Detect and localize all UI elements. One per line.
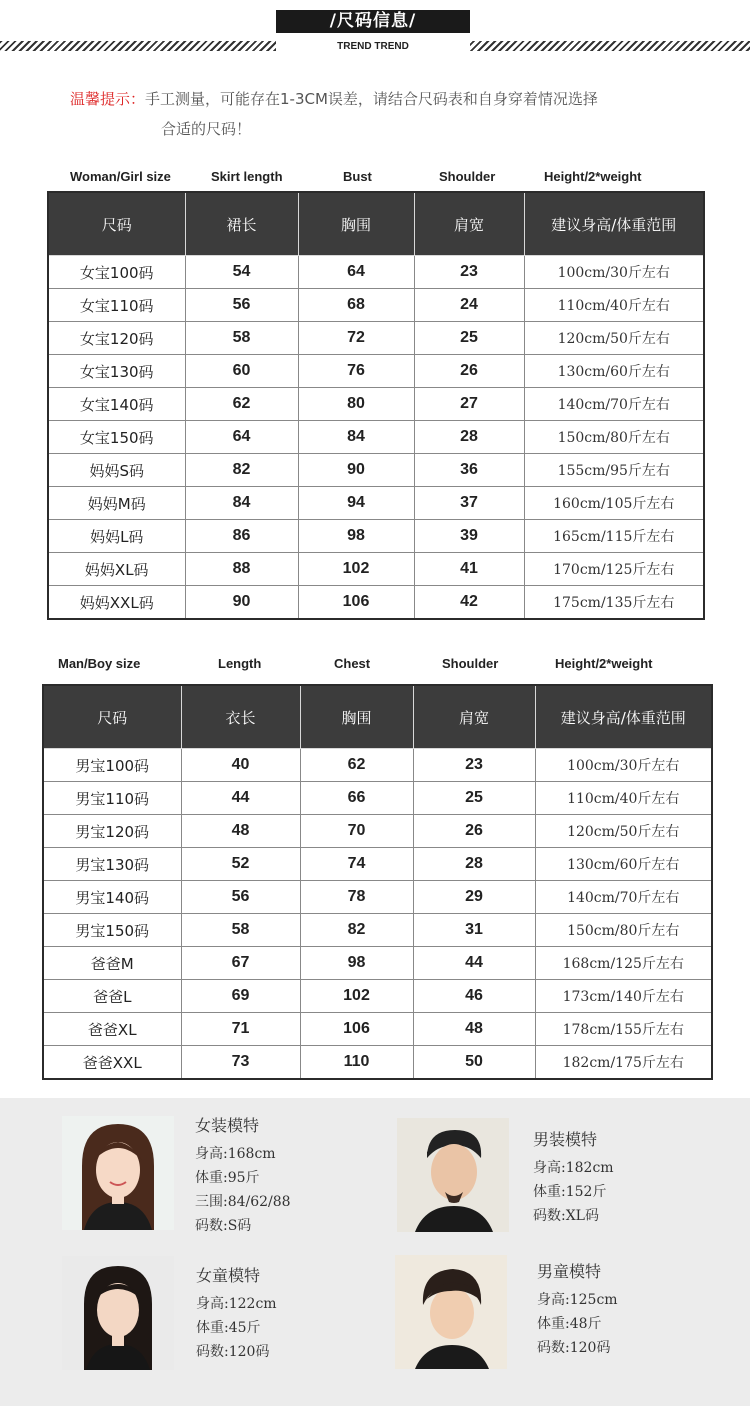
cell-chest: 102 — [300, 980, 413, 1013]
cell-height-weight: 165cm/115斤左右 — [524, 520, 704, 553]
cell-shoulder: 25 — [414, 322, 524, 355]
cell-chest: 62 — [300, 749, 413, 782]
cell-bust: 80 — [298, 388, 414, 421]
cell-length: 52 — [181, 848, 300, 881]
cell-length: 69 — [181, 980, 300, 1013]
men-col-label-length: Length — [218, 656, 262, 671]
cell-skirt-length: 84 — [185, 487, 298, 520]
table-row — [48, 256, 704, 289]
cell-shoulder: 23 — [414, 256, 524, 289]
table-row — [43, 848, 712, 881]
cell-height-weight: 155cm/95斤左右 — [524, 454, 704, 487]
notice — [70, 84, 598, 144]
cell-skirt-length: 58 — [185, 322, 298, 355]
cell-length: 56 — [181, 881, 300, 914]
cell-height-weight: 168cm/125斤左右 — [535, 947, 712, 980]
cell-bust: 68 — [298, 289, 414, 322]
cell-bust: 76 — [298, 355, 414, 388]
cell-bust: 84 — [298, 421, 414, 454]
header-size: 尺码 — [48, 192, 185, 256]
cell-size: 女宝140码 — [48, 388, 185, 421]
cell-height-weight: 150cm/80斤左右 — [535, 914, 712, 947]
cell-shoulder: 46 — [413, 980, 535, 1013]
cell-shoulder: 31 — [413, 914, 535, 947]
table-row — [48, 322, 704, 355]
table-row — [48, 355, 704, 388]
cell-shoulder: 36 — [414, 454, 524, 487]
cell-size: 妈妈XL码 — [48, 553, 185, 586]
men-table-header — [43, 685, 712, 749]
cell-height-weight: 120cm/50斤左右 — [535, 815, 712, 848]
cell-shoulder: 28 — [413, 848, 535, 881]
cell-height-weight: 150cm/80斤左右 — [524, 421, 704, 454]
cell-skirt-length: 90 — [185, 586, 298, 620]
cell-bust: 106 — [298, 586, 414, 620]
women-col-label-length: Skirt length — [211, 169, 283, 184]
table-row — [43, 881, 712, 914]
men-size-table — [42, 684, 713, 1080]
boy-model-size: 码数:120码 — [537, 1340, 611, 1356]
cell-shoulder: 48 — [413, 1013, 535, 1046]
boy-model-weight: 体重:48斤 — [537, 1316, 602, 1332]
table-row — [43, 782, 712, 815]
cell-height-weight: 178cm/155斤左右 — [535, 1013, 712, 1046]
cell-chest: 70 — [300, 815, 413, 848]
girl-model-weight: 体重:45斤 — [196, 1320, 261, 1336]
cell-chest: 78 — [300, 881, 413, 914]
cell-length: 48 — [181, 815, 300, 848]
cell-shoulder: 44 — [413, 947, 535, 980]
cell-shoulder: 37 — [414, 487, 524, 520]
woman-model-weight: 体重:95斤 — [195, 1170, 260, 1186]
table-row — [43, 749, 712, 782]
cell-bust: 64 — [298, 256, 414, 289]
cell-size: 妈妈XXL码 — [48, 586, 185, 620]
cell-height-weight: 173cm/140斤左右 — [535, 980, 712, 1013]
cell-skirt-length: 54 — [185, 256, 298, 289]
table-row — [43, 947, 712, 980]
table-row — [48, 289, 704, 322]
girl-model-info — [196, 1264, 277, 1364]
cell-chest: 106 — [300, 1013, 413, 1046]
women-col-label-size: Woman/Girl size — [70, 169, 171, 184]
cell-size: 女宝150码 — [48, 421, 185, 454]
cell-height-weight: 175cm/135斤左右 — [524, 586, 704, 620]
cell-chest: 66 — [300, 782, 413, 815]
cell-size: 男宝130码 — [43, 848, 181, 881]
man-model-photo — [397, 1118, 509, 1232]
models-section — [0, 1098, 750, 1406]
notice-line2: 合适的尺码！ — [161, 120, 252, 138]
cell-size: 妈妈M码 — [48, 487, 185, 520]
cell-height-weight: 182cm/175斤左右 — [535, 1046, 712, 1080]
table-row — [43, 815, 712, 848]
cell-length: 71 — [181, 1013, 300, 1046]
cell-size: 爸爸XL — [43, 1013, 181, 1046]
cell-height-weight: 130cm/60斤左右 — [535, 848, 712, 881]
table-row — [48, 487, 704, 520]
header-chest: 胸围 — [300, 685, 413, 749]
header-height-weight: 建议身高/体重范围 — [524, 192, 704, 256]
table-row — [43, 980, 712, 1013]
man-model-weight: 体重:152斤 — [533, 1184, 607, 1200]
table-row — [48, 421, 704, 454]
header-shoulder: 肩宽 — [414, 192, 524, 256]
table-row — [43, 1046, 712, 1080]
cell-size: 妈妈S码 — [48, 454, 185, 487]
cell-skirt-length: 82 — [185, 454, 298, 487]
cell-shoulder: 29 — [413, 881, 535, 914]
cell-shoulder: 28 — [414, 421, 524, 454]
man-model-info — [533, 1128, 614, 1228]
men-col-label-chest: Chest — [334, 656, 371, 671]
cell-height-weight: 160cm/105斤左右 — [524, 487, 704, 520]
cell-size: 爸爸L — [43, 980, 181, 1013]
boy-model-photo — [395, 1255, 507, 1369]
cell-chest: 74 — [300, 848, 413, 881]
table-row — [43, 914, 712, 947]
cell-bust: 94 — [298, 487, 414, 520]
cell-skirt-length: 60 — [185, 355, 298, 388]
girl-model-height: 身高:122cm — [196, 1296, 277, 1312]
man-model-title: 男装模特 — [533, 1130, 598, 1149]
cell-size: 男宝120码 — [43, 815, 181, 848]
cell-chest: 110 — [300, 1046, 413, 1080]
men-col-label-shoulder: Shoulder — [442, 656, 499, 671]
women-size-table — [47, 191, 705, 620]
cell-height-weight: 170cm/125斤左右 — [524, 553, 704, 586]
table-row — [48, 454, 704, 487]
woman-model-measure: 三围:84/62/88 — [195, 1194, 291, 1210]
cell-length: 73 — [181, 1046, 300, 1080]
header-bust: 胸围 — [298, 192, 414, 256]
boy-model-info — [537, 1260, 618, 1360]
boy-model-height: 身高:125cm — [537, 1292, 618, 1308]
cell-length: 40 — [181, 749, 300, 782]
cell-shoulder: 24 — [414, 289, 524, 322]
cell-size: 女宝130码 — [48, 355, 185, 388]
cell-size: 爸爸M — [43, 947, 181, 980]
cell-shoulder: 26 — [413, 815, 535, 848]
girl-model-size: 码数:120码 — [196, 1344, 270, 1360]
woman-model-size: 码数:S码 — [195, 1218, 252, 1234]
table-row — [48, 586, 704, 620]
cell-chest: 82 — [300, 914, 413, 947]
cell-height-weight: 140cm/70斤左右 — [535, 881, 712, 914]
cell-skirt-length: 64 — [185, 421, 298, 454]
cell-size: 爸爸XXL — [43, 1046, 181, 1080]
cell-height-weight: 110cm/40斤左右 — [524, 289, 704, 322]
cell-size: 女宝100码 — [48, 256, 185, 289]
woman-model-height: 身高:168cm — [195, 1146, 276, 1162]
cell-height-weight: 140cm/70斤左右 — [524, 388, 704, 421]
man-model-size: 码数:XL码 — [533, 1208, 599, 1224]
cell-height-weight: 120cm/50斤左右 — [524, 322, 704, 355]
cell-shoulder: 23 — [413, 749, 535, 782]
boy-model-title: 男童模特 — [537, 1262, 602, 1281]
cell-skirt-length: 86 — [185, 520, 298, 553]
cell-shoulder: 26 — [414, 355, 524, 388]
header-length: 裙长 — [185, 192, 298, 256]
cell-height-weight: 130cm/60斤左右 — [524, 355, 704, 388]
header-height-weight: 建议身高/体重范围 — [535, 685, 712, 749]
man-model-height: 身高:182cm — [533, 1160, 614, 1176]
cell-bust: 102 — [298, 553, 414, 586]
cell-shoulder: 25 — [413, 782, 535, 815]
notice-label: 温馨提示： — [70, 90, 146, 108]
women-col-label-bust: Bust — [343, 169, 372, 184]
woman-model-photo — [62, 1116, 174, 1230]
cell-bust: 90 — [298, 454, 414, 487]
cell-skirt-length: 62 — [185, 388, 298, 421]
men-col-label-height: Height/2*weight — [555, 656, 653, 671]
cell-height-weight: 110cm/40斤左右 — [535, 782, 712, 815]
cell-skirt-length: 56 — [185, 289, 298, 322]
cell-size: 男宝140码 — [43, 881, 181, 914]
cell-shoulder: 50 — [413, 1046, 535, 1080]
woman-model-info — [195, 1114, 291, 1238]
cell-bust: 72 — [298, 322, 414, 355]
header-shoulder: 肩宽 — [413, 685, 535, 749]
page-subtitle: TREND TREND — [276, 41, 470, 52]
cell-size: 男宝110码 — [43, 782, 181, 815]
cell-shoulder: 39 — [414, 520, 524, 553]
cell-height-weight: 100cm/30斤左右 — [535, 749, 712, 782]
cell-skirt-length: 88 — [185, 553, 298, 586]
cell-size: 男宝100码 — [43, 749, 181, 782]
cell-size: 妈妈L码 — [48, 520, 185, 553]
women-col-label-height: Height/2*weight — [544, 169, 642, 184]
woman-model-title: 女装模特 — [195, 1116, 260, 1135]
cell-length: 67 — [181, 947, 300, 980]
girl-model-photo — [62, 1256, 174, 1370]
cell-bust: 98 — [298, 520, 414, 553]
men-col-label-size: Man/Boy size — [58, 656, 141, 671]
cell-size: 男宝150码 — [43, 914, 181, 947]
girl-model-title: 女童模特 — [196, 1266, 261, 1285]
notice-line1: 手工测量，可能存在1-3CM误差，请结合尺码表和自身穿着情况选择 — [145, 90, 598, 108]
cell-length: 58 — [181, 914, 300, 947]
cell-chest: 98 — [300, 947, 413, 980]
cell-shoulder: 41 — [414, 553, 524, 586]
header-size: 尺码 — [43, 685, 181, 749]
cell-size: 女宝120码 — [48, 322, 185, 355]
cell-height-weight: 100cm/30斤左右 — [524, 256, 704, 289]
cell-shoulder: 42 — [414, 586, 524, 620]
table-row — [48, 388, 704, 421]
header-length: 衣长 — [181, 685, 300, 749]
women-table-header — [48, 192, 704, 256]
table-row — [43, 1013, 712, 1046]
table-row — [48, 553, 704, 586]
cell-length: 44 — [181, 782, 300, 815]
cell-size: 女宝110码 — [48, 289, 185, 322]
cell-shoulder: 27 — [414, 388, 524, 421]
table-row — [48, 520, 704, 553]
page-title: /尺码信息/ — [276, 10, 470, 33]
women-col-label-shoulder: Shoulder — [439, 169, 496, 184]
